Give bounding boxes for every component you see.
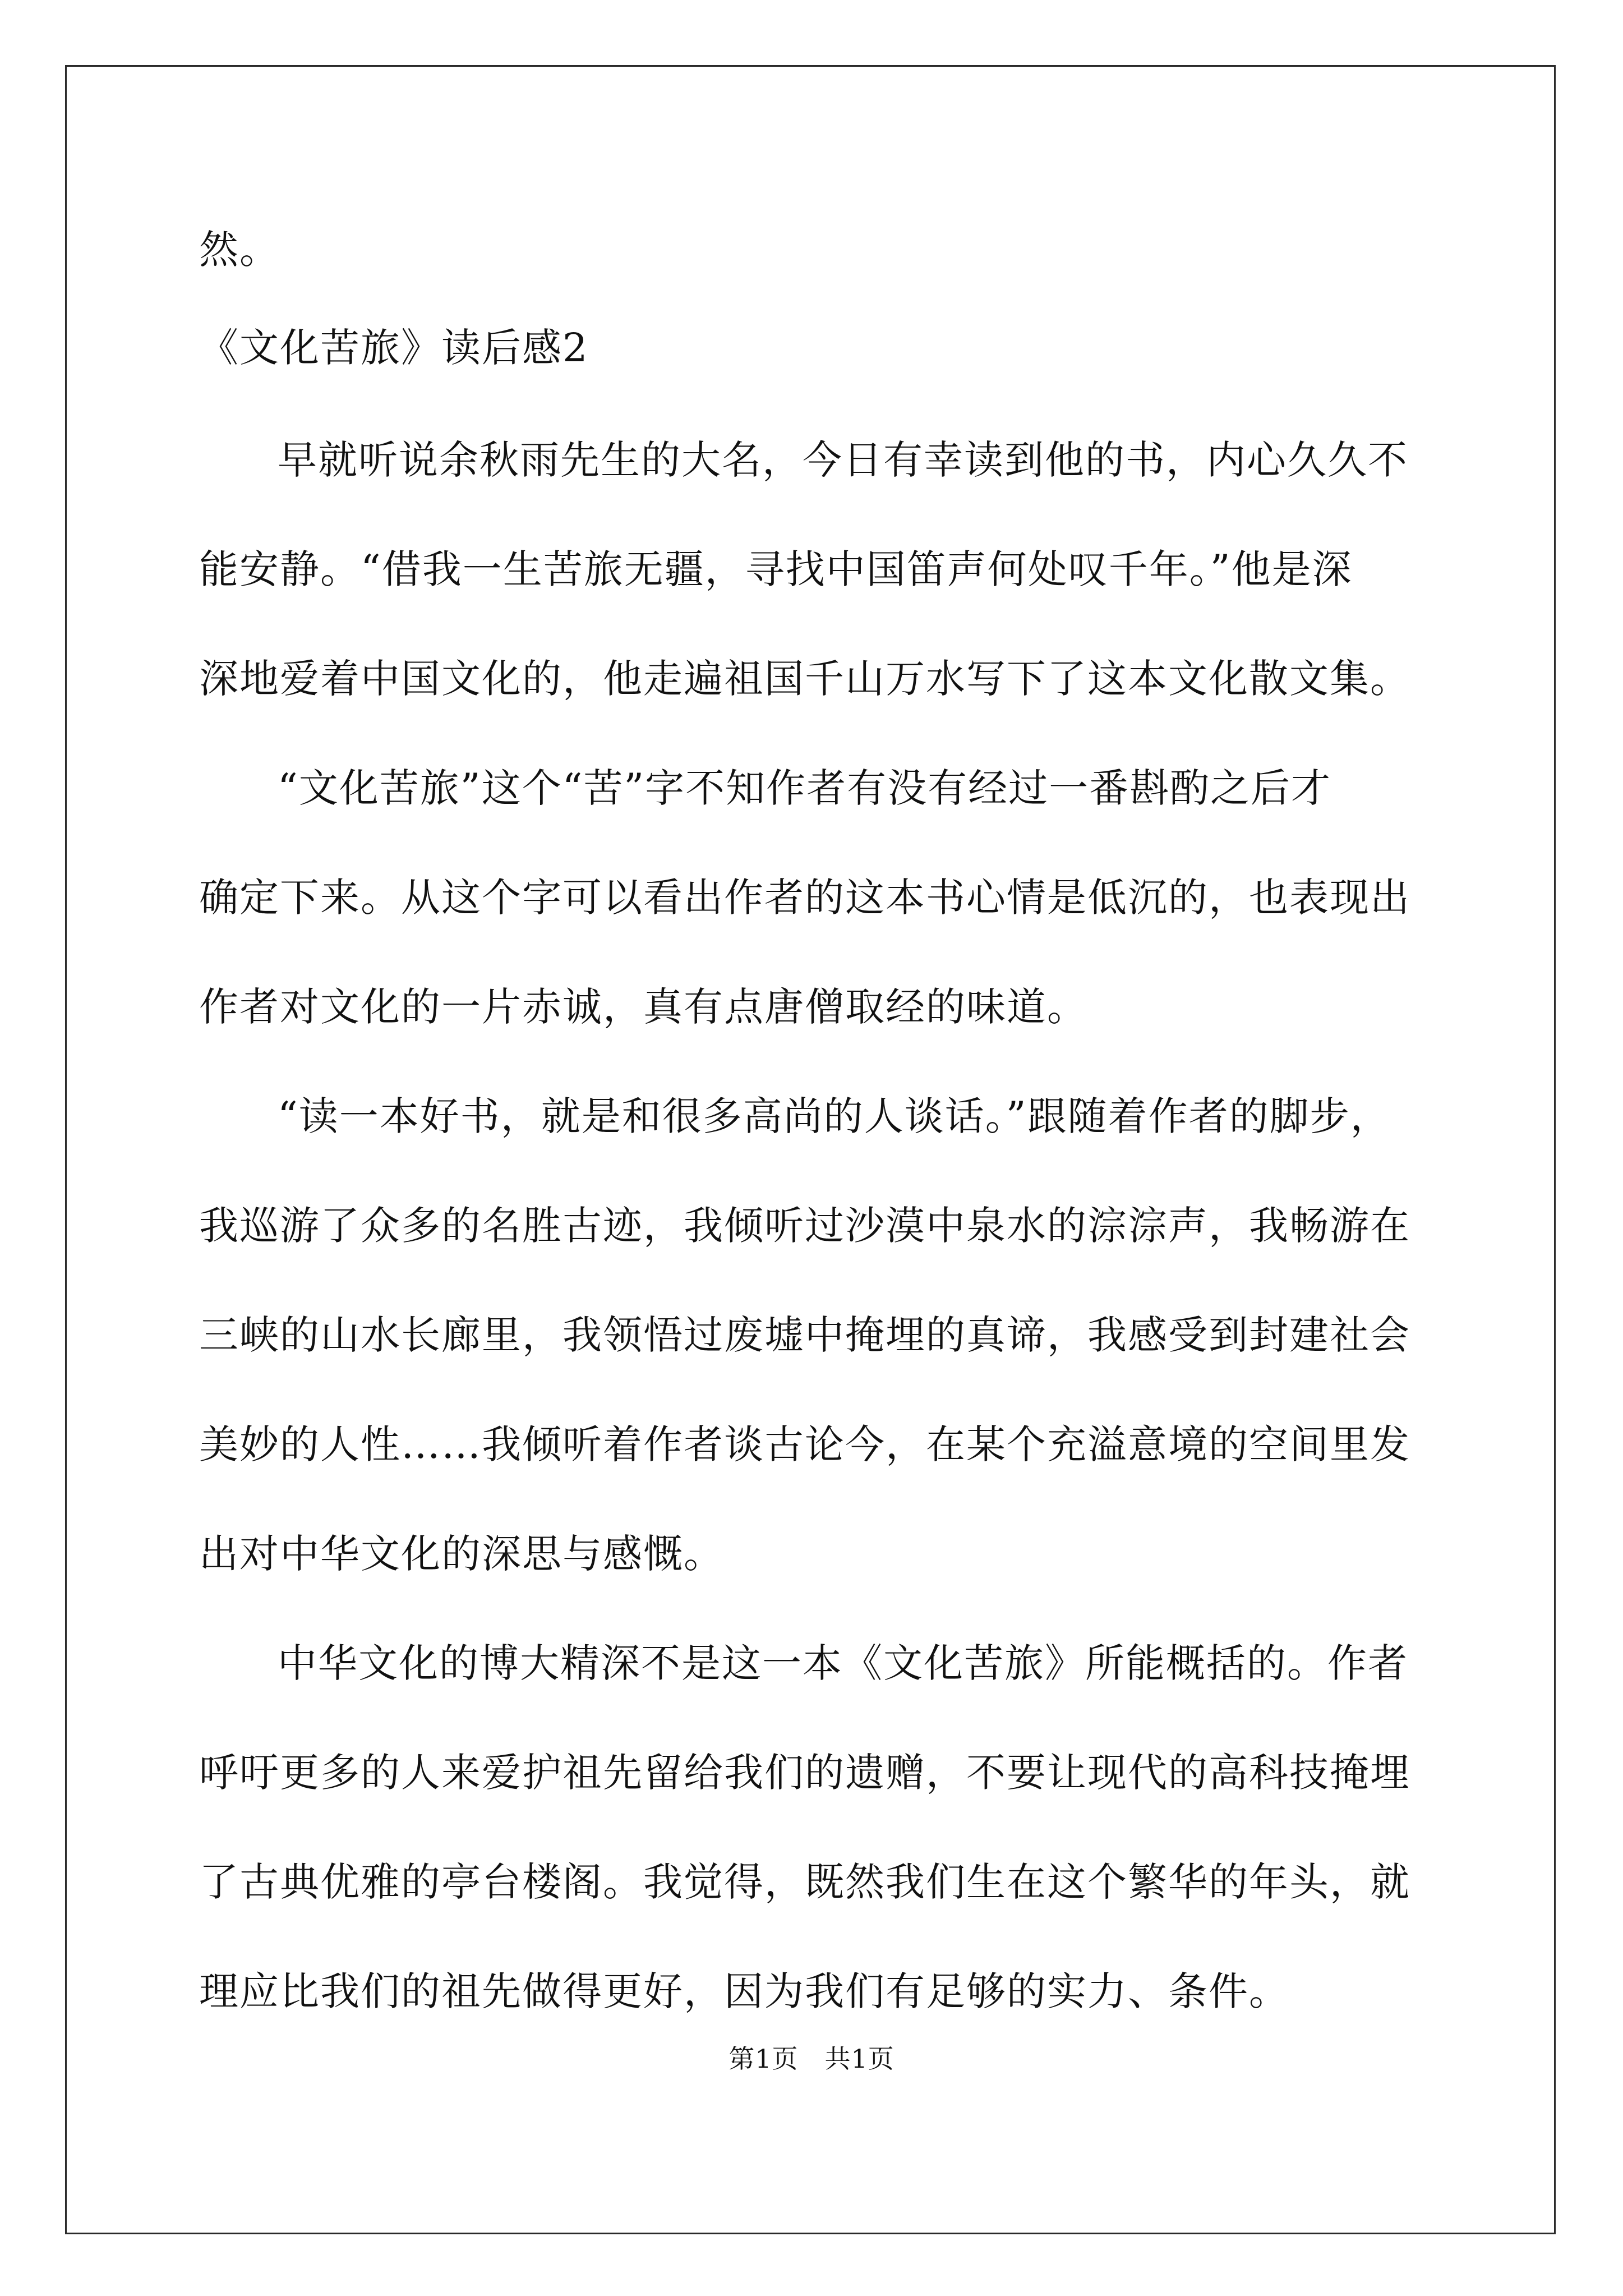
text-line: 我巡游了众多的名胜古迹，我倾听过沙漠中泉水的淙淙声，我畅游在 — [199, 1203, 1410, 1249]
text-line: “文化苦旅”这个“苦”字不知作者有没有经过一番斟酌之后才 — [278, 765, 1332, 811]
text-line: 作者对文化的一片赤诚，真有点唐僧取经的味道。 — [199, 984, 1087, 1030]
text-line: 深地爱着中国文化的，他走遍祖国千山万水写下了这本文化散文集。 — [199, 656, 1410, 702]
text-line: 呼吁更多的人来爱护祖先留给我们的遗赠，不要让现代的高科技掩埋 — [199, 1750, 1410, 1796]
text-line: 中华文化的博大精深不是这一本《文化苦旅》所能概括的。作者 — [278, 1640, 1408, 1686]
text-line: 确定下来。从这个字可以看出作者的这本书心情是低沉的，也表现出 — [199, 875, 1410, 921]
text-line: 理应比我们的祖先做得更好，因为我们有足够的实力、条件。 — [199, 1968, 1289, 2014]
text-line: 早就听说余秋雨先生的大名，今日有幸读到他的书，内心久久不 — [278, 437, 1408, 483]
text-line: 然。 — [199, 227, 280, 273]
page-number: 第1页 共1页 — [728, 2044, 895, 2074]
section-title: 《文化苦旅》读后感2 — [199, 325, 589, 371]
text-line: 美妙的人性……我倾听着作者谈古论今，在某个充溢意境的空间里发 — [199, 1421, 1410, 1467]
text-line: 出对中华文化的深思与感慨。 — [199, 1531, 724, 1577]
text-line: “读一本好书，就是和很多高尚的人谈话。”跟随着作者的脚步， — [278, 1093, 1391, 1139]
text-line: 能安静。“借我一生苦旅无疆，寻找中国笛声何处叹千年。”他是深 — [199, 546, 1353, 592]
text-line: 了古典优雅的亭台楼阁。我觉得，既然我们生在这个繁华的年头，就 — [199, 1859, 1410, 1905]
text-line: 三峡的山水长廊里，我领悟过废墟中掩埋的真谛，我感受到封建社会 — [199, 1312, 1410, 1358]
